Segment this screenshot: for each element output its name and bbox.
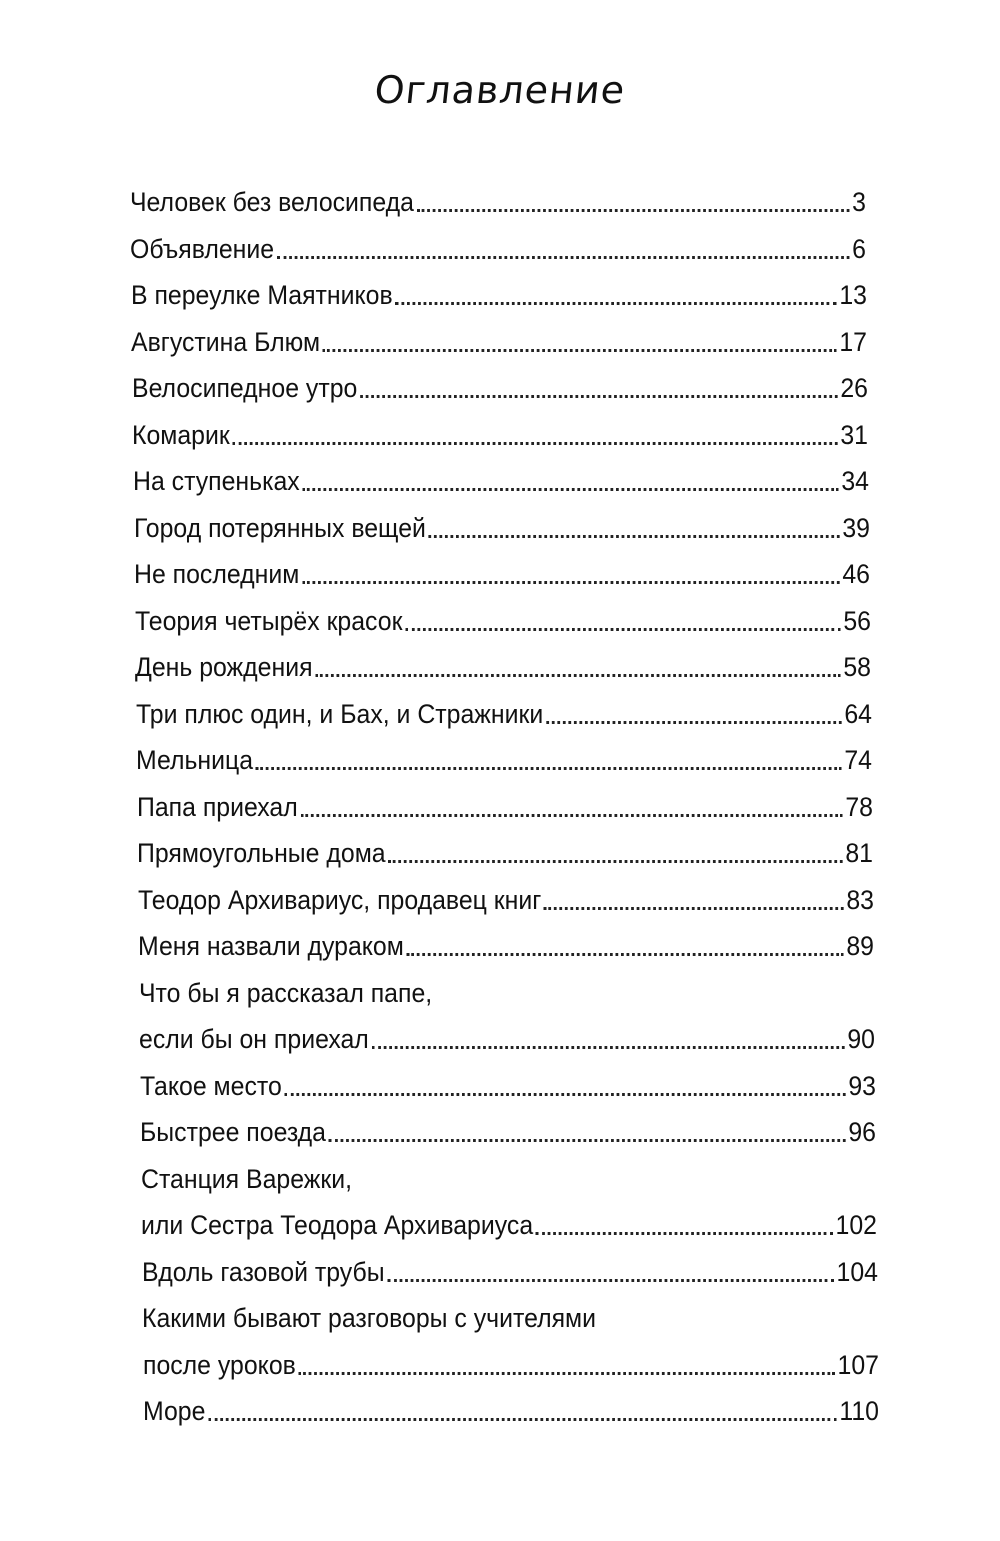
toc-entry: [130, 232, 866, 266]
dot-leader: [429, 535, 840, 538]
toc-entry-title: Три плюс один, и Бах, и Стражники: [136, 699, 544, 729]
toc-page-number: 74: [844, 745, 872, 775]
toc-entry-title: Море: [143, 1396, 206, 1426]
dot-leader: [208, 1418, 836, 1421]
toc-entry-title: после уроков: [143, 1350, 296, 1380]
toc-entry-title: Мельница: [136, 745, 254, 775]
toc-entry-title: Папа приехал: [137, 792, 298, 822]
toc-page-number: 26: [840, 373, 868, 403]
toc-entry-title: В переулке Маятников: [131, 280, 393, 310]
toc-page-number: 93: [848, 1071, 876, 1101]
toc-entry-title: Августина Блюм: [131, 327, 321, 357]
dot-leader: [360, 395, 837, 398]
toc-entry: [134, 511, 870, 545]
dot-leader: [277, 256, 850, 259]
toc-entry: [131, 325, 867, 359]
toc-page-number: 78: [845, 792, 873, 822]
toc-entry: [136, 743, 872, 777]
toc-entry: [138, 883, 874, 917]
toc-page-number: 81: [845, 838, 873, 868]
toc-entry: [132, 371, 868, 405]
toc-entry-title: Человек без велосипеда: [130, 187, 414, 217]
toc-entry: [142, 1301, 878, 1335]
toc-page-number: 6: [852, 234, 866, 264]
toc-entry-title: На ступеньках: [133, 466, 300, 496]
toc-entry-title: Не последним: [134, 559, 300, 589]
toc-page-number: 58: [843, 652, 871, 682]
toc-entry: [134, 557, 870, 591]
toc-page-number: 90: [847, 1024, 875, 1054]
toc-page-number: 110: [839, 1396, 879, 1426]
toc-page-number: 64: [844, 699, 872, 729]
toc-entry-title: если бы он приехал: [139, 1024, 369, 1054]
toc-entry-title: Теодор Архивариус, продавец книг: [138, 885, 542, 915]
dot-leader: [300, 814, 842, 817]
toc-page-number: 104: [836, 1257, 878, 1287]
toc-entry: [139, 1022, 875, 1056]
toc-entry: [140, 1069, 876, 1103]
toc-entry-title: Станция Варежки,: [141, 1164, 353, 1194]
toc-page-number: 83: [846, 885, 874, 915]
dot-leader: [256, 767, 842, 770]
dot-leader: [315, 674, 840, 677]
toc-entry-title: Быстрее поезда: [140, 1117, 326, 1147]
dot-leader: [302, 581, 840, 584]
toc-page-number: 107: [837, 1350, 879, 1380]
dot-leader: [536, 1232, 833, 1235]
toc-entry-title: Какими бывают разговоры с учителями: [142, 1303, 596, 1333]
toc-page-number: 34: [841, 466, 869, 496]
toc-entry: [135, 604, 871, 638]
toc-entry: [141, 1208, 877, 1242]
toc-page-number: 17: [839, 327, 867, 357]
toc-entry-title: Велосипедное утро: [132, 373, 358, 403]
toc-entry: [137, 790, 873, 824]
toc-entry-title: Меня назвали дураком: [138, 931, 404, 961]
toc-entry-title: Вдоль газовой трубы: [142, 1257, 385, 1287]
toc-entry: [143, 1394, 879, 1428]
toc-entry-title: Прямоугольные дома: [137, 838, 386, 868]
toc-entry: [143, 1348, 879, 1382]
dot-leader: [407, 953, 844, 956]
dot-leader: [302, 488, 838, 491]
toc-entry-title: или Сестра Теодора Архивариуса: [141, 1210, 534, 1240]
toc-entry: [130, 185, 866, 219]
toc-page-number: 13: [839, 280, 867, 310]
toc-page-number: 56: [843, 606, 871, 636]
toc-page-number: 31: [840, 420, 868, 450]
dot-leader: [323, 349, 837, 352]
dot-leader: [388, 860, 842, 863]
dot-leader: [395, 302, 836, 305]
dot-leader: [329, 1139, 846, 1142]
toc-page-number: 46: [842, 559, 870, 589]
toc-entry: [140, 1115, 876, 1149]
toc-entry-title: Объявление: [130, 234, 275, 264]
toc-entry: [139, 976, 875, 1010]
dot-leader: [285, 1093, 846, 1096]
dot-leader: [299, 1372, 835, 1375]
toc-entry: [136, 697, 872, 731]
toc-page-number: 102: [835, 1210, 877, 1240]
page-title: Оглавление: [372, 68, 628, 112]
toc-entry: [135, 650, 871, 684]
toc-entry-title: День рождения: [135, 652, 313, 682]
dot-leader: [546, 721, 842, 724]
dot-leader: [405, 628, 840, 631]
toc-entry: [142, 1255, 878, 1289]
dot-leader: [232, 442, 837, 445]
toc-page-number: 39: [842, 513, 870, 543]
toc-page-number: 3: [852, 187, 866, 217]
dot-leader: [372, 1046, 845, 1049]
toc-entry: [132, 418, 868, 452]
toc-entry: [138, 929, 874, 963]
toc-entry: [141, 1162, 877, 1196]
toc-entry: [137, 836, 873, 870]
toc-page-number: 89: [846, 931, 874, 961]
toc-entry-title: Город потерянных вещей: [134, 513, 426, 543]
toc-entry: [131, 278, 867, 312]
toc-entry-title: Такое место: [140, 1071, 282, 1101]
toc-entry: [133, 464, 869, 498]
dot-leader: [544, 907, 844, 910]
toc-page-number: 96: [848, 1117, 876, 1147]
dot-leader: [417, 209, 850, 212]
toc-entry-title: Комарик: [132, 420, 230, 450]
toc-entry-title: Что бы я рассказал папе,: [139, 978, 433, 1008]
dot-leader: [387, 1279, 833, 1282]
toc-entry-title: Теория четырёх красок: [135, 606, 403, 636]
